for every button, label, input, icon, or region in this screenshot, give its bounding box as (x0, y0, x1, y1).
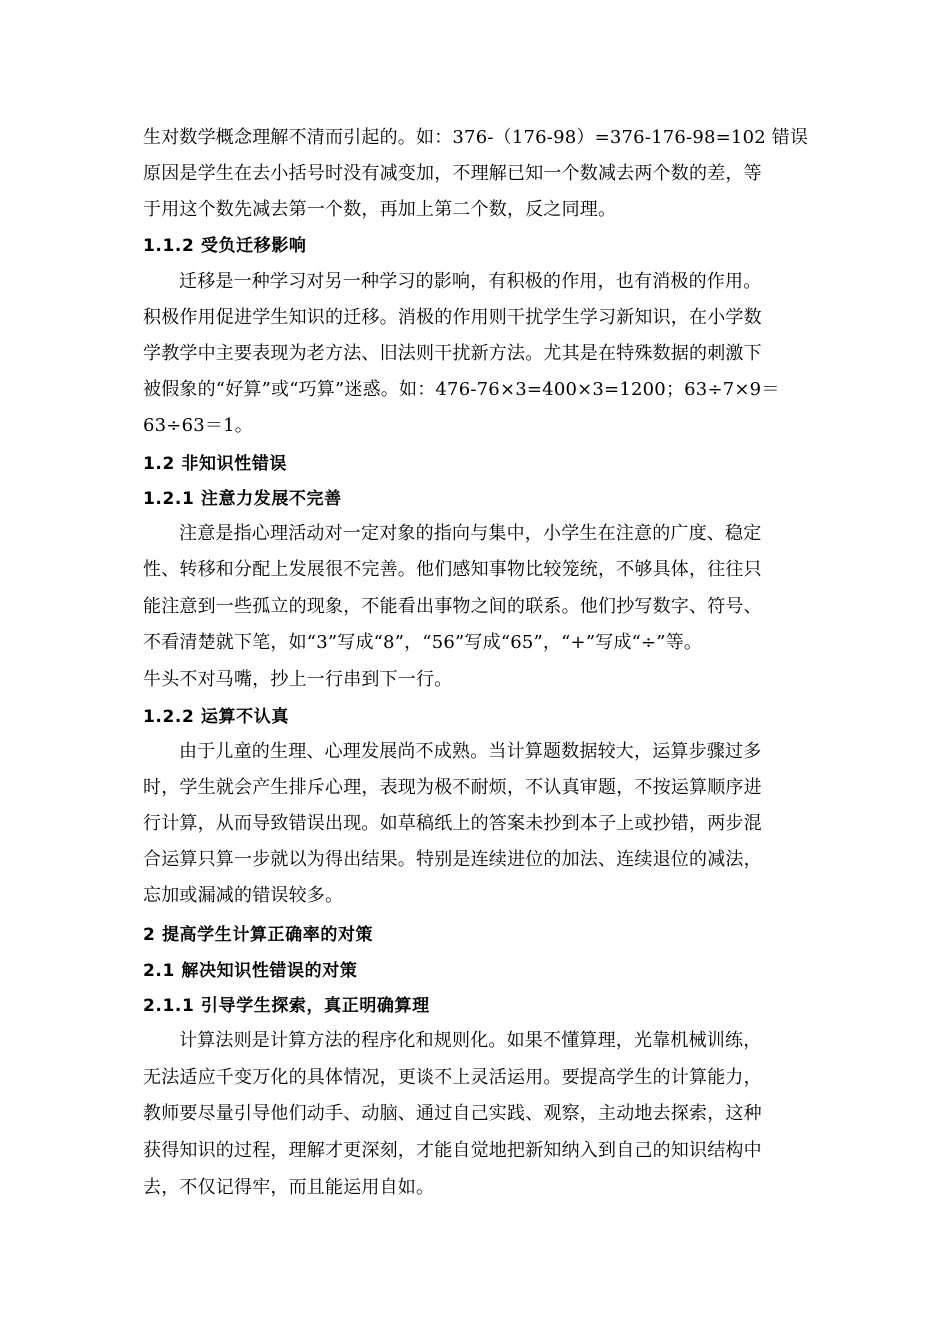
body-line: 积极作用促进学生知识的迁移。消极的作用则干扰学生学习新知识，在小学数 (143, 307, 762, 328)
body-line: 原因是学生在去小括号时没有减变加，不理解已知一个数减去两个数的差，等 (143, 163, 762, 184)
section-heading-1-1-2: 1.1.2 受负迁移影响 (143, 236, 307, 256)
body-line: 被假象的“好算”或“巧算”迷惑。如：476-76×3=400×3=1200；63÷7×9＝ (143, 379, 780, 400)
body-line: 学教学中主要表现为老方法、旧法则干扰新方法。尤其是在特殊数据的刺激下 (143, 343, 762, 364)
body-line: 忘加或漏减的错误较多。 (143, 885, 344, 906)
body-line: 于用这个数先减去第一个数，再加上第二个数，反之同理。 (143, 199, 617, 220)
section-heading-2-1: 2.1 解决知识性错误的对策 (143, 961, 358, 981)
section-heading-2: 2 提高学生计算正确率的对策 (143, 925, 374, 945)
body-line: 不看清楚就下笔，如“3”写成“8”，“56”写成“65”，“+”写成“÷”等。 (143, 632, 703, 653)
body-line: 牛头不对马嘴，抄上一行串到下一行。 (143, 669, 453, 690)
body-line: 计算法则是计算方法的程序化和规则化。如果不懂算理，光靠机械训练， (179, 1030, 762, 1051)
body-line: 获得知识的过程，理解才更深刻，才能自觉地把新知纳入到自己的知识结构中 (143, 1140, 762, 1161)
body-line: 由于儿童的生理、心理发展尚不成熟。当计算题数据较大，运算步骤过多 (179, 741, 762, 762)
section-heading-1-2: 1.2 非知识性错误 (143, 454, 288, 474)
body-line: 去，不仅记得牢，而且能运用自如。 (143, 1177, 435, 1198)
body-line: 无法适应千变万化的具体情况，更谈不上灵活运用。要提高学生的计算能力， (143, 1067, 762, 1088)
body-line: 注意是指心理活动对一定对象的指向与集中，小学生在注意的广度、稳定 (179, 523, 762, 544)
body-line: 63÷63＝1。 (143, 415, 253, 436)
section-heading-2-1-1: 2.1.1 引导学生探索，真正明确算理 (143, 996, 430, 1016)
body-line: 时，学生就会产生排斥心理，表现为极不耐烦，不认真审题，不按运算顺序进 (143, 777, 762, 798)
body-line: 能注意到一些孤立的现象，不能看出事物之间的联系。他们抄写数字、符号、 (143, 596, 762, 617)
body-line: 教师要尽量引导他们动手、动脑、通过自己实践、观察，主动地去探索，这种 (143, 1103, 762, 1124)
body-line: 性、转移和分配上发展很不完善。他们感知事物比较笼统，不够具体，往往只 (143, 559, 762, 580)
body-line: 行计算，从而导致错误出现。如草稿纸上的答案未抄到本子上或抄错，两步混 (143, 813, 762, 834)
section-heading-1-2-1: 1.2.1 注意力发展不完善 (143, 489, 342, 509)
section-heading-1-2-2: 1.2.2 运算不认真 (143, 707, 289, 727)
body-line: 迁移是一种学习对另一种学习的影响，有积极的作用，也有消极的作用。 (179, 271, 762, 292)
body-line: 生对数学概念理解不清而引起的。如：376-（176-98）=376-176-98=102 错误 (143, 127, 809, 148)
body-line: 合运算只算一步就以为得出结果。特别是连续进位的加法、连续退位的减法， (143, 849, 762, 870)
